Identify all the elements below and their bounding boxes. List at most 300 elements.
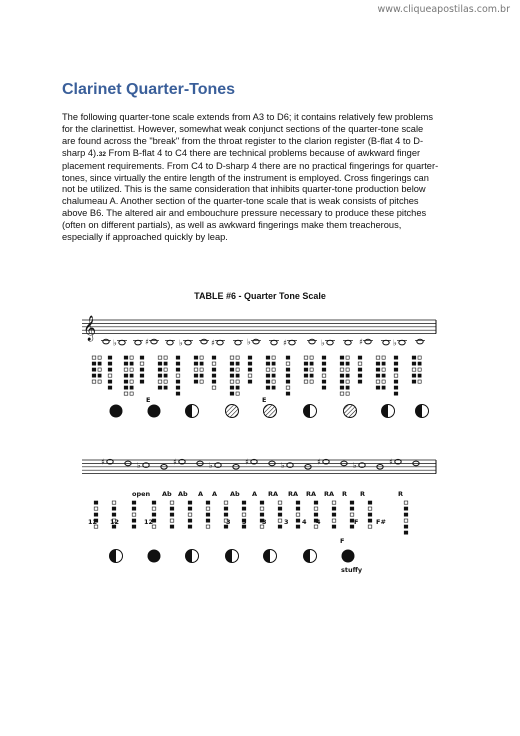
thumb-hole-half-fill	[186, 550, 193, 563]
notehead	[383, 340, 389, 345]
key-dot	[170, 525, 174, 528]
key-dot	[230, 374, 234, 377]
key-dot	[322, 362, 326, 365]
key-dot	[314, 507, 318, 510]
key-dot	[314, 501, 318, 504]
key-dot	[152, 513, 156, 516]
accidental-mark: ♭	[393, 338, 397, 348]
key-dot	[98, 380, 101, 383]
key-dot	[394, 380, 398, 383]
key-dot	[158, 386, 162, 389]
key-dot	[194, 368, 198, 371]
key-dot	[272, 374, 275, 377]
key-dot	[140, 380, 144, 383]
key-dot	[376, 356, 380, 359]
key-dot	[206, 525, 210, 528]
key-dot	[272, 380, 275, 383]
key-label: 4	[302, 518, 307, 526]
key-dot	[322, 386, 326, 389]
key-dot	[164, 380, 167, 383]
accidental-mark: ♭	[247, 337, 251, 347]
key-dot	[394, 368, 398, 371]
key-dot	[188, 525, 192, 528]
key-dot	[412, 380, 416, 383]
key-label: RA	[324, 490, 335, 498]
key-dot	[212, 368, 216, 371]
key-dot	[124, 362, 128, 365]
key-dot	[382, 368, 385, 371]
key-dot	[164, 368, 167, 371]
key-dot	[260, 501, 264, 504]
notehead	[135, 340, 141, 345]
key-dot	[98, 368, 101, 371]
key-dot	[394, 356, 398, 359]
key-dot	[236, 392, 239, 395]
quarter-tone-fingering-chart	[80, 308, 440, 588]
accidental-mark: ♯	[173, 457, 177, 467]
key-dot	[266, 380, 270, 383]
notehead	[253, 339, 259, 344]
body-paragraph	[62, 112, 462, 244]
paragraph-line: not be utilized. This is the same consideration that inhibits quarter-tone production below	[62, 184, 426, 195]
key-label: A	[252, 490, 258, 498]
key-dot	[394, 386, 398, 389]
key-dot	[404, 525, 408, 528]
key-dot	[278, 513, 282, 516]
key-dot	[158, 356, 162, 359]
key-dot	[346, 356, 349, 359]
key-label: F	[354, 518, 359, 526]
key-dot	[98, 362, 101, 365]
treble-clef-icon: 𝄞	[83, 316, 97, 341]
accidental-mark: ♯	[317, 457, 321, 467]
key-dot	[230, 356, 234, 359]
key-dot	[266, 362, 270, 365]
key-label: Ab	[178, 490, 188, 498]
key-dot	[296, 519, 300, 522]
key-dot	[358, 362, 362, 365]
key-dot	[242, 513, 246, 516]
key-dot	[304, 368, 308, 371]
key-dot	[418, 380, 421, 383]
key-dot	[212, 386, 216, 389]
key-dot	[350, 513, 354, 516]
key-dot	[236, 368, 239, 371]
key-dot	[188, 519, 192, 522]
key-dot	[130, 368, 133, 371]
key-dot	[92, 374, 96, 377]
key-label: 3	[284, 518, 289, 526]
key-dot	[260, 513, 264, 516]
key-dot	[376, 362, 380, 365]
thumb-hole-closed	[148, 550, 161, 563]
key-dot	[418, 362, 421, 365]
key-label: RA	[306, 490, 317, 498]
key-dot	[278, 507, 282, 510]
key-dot	[322, 374, 326, 377]
thumb-hole-half-fill	[304, 550, 311, 563]
key-dot	[376, 380, 380, 383]
key-dot	[404, 501, 408, 504]
key-dot	[332, 507, 336, 510]
key-dot	[94, 513, 98, 516]
key-dot	[296, 525, 300, 528]
accidental-mark: ♯	[245, 457, 249, 467]
key-dot	[94, 501, 98, 504]
key-dot	[368, 513, 372, 516]
key-dot	[278, 519, 282, 522]
notehead	[345, 340, 351, 345]
key-dot	[368, 519, 372, 522]
key-dot	[418, 374, 421, 377]
notehead	[365, 339, 371, 344]
key-dot	[124, 374, 128, 377]
notehead	[289, 340, 295, 345]
key-label: Ab	[162, 490, 172, 498]
notehead	[327, 340, 333, 345]
key-dot	[310, 362, 313, 365]
thumb-hole-hatched	[226, 405, 239, 418]
key-dot	[340, 380, 344, 383]
notehead	[417, 339, 423, 344]
key-dot	[132, 525, 136, 528]
key-dot	[382, 380, 385, 383]
key-dot	[194, 380, 198, 383]
key-dot	[158, 374, 162, 377]
key-dot	[236, 374, 239, 377]
key-dot	[224, 501, 228, 504]
key-dot	[272, 386, 275, 389]
key-dot	[170, 519, 174, 522]
key-label: A	[212, 490, 218, 498]
key-dot	[152, 507, 156, 510]
accidental-mark: ♯	[145, 337, 149, 347]
key-dot	[404, 513, 408, 516]
key-dot	[314, 513, 318, 516]
key-label: 3	[242, 518, 247, 526]
thumb-hole-hatched	[344, 405, 357, 418]
paragraph-line: sharp 4).	[62, 147, 99, 158]
key-dot	[230, 386, 234, 389]
key-dot	[340, 362, 344, 365]
notehead	[167, 340, 173, 345]
key-dot	[242, 501, 246, 504]
thumb-hole-half-fill	[304, 405, 311, 418]
key-dot	[340, 356, 344, 359]
key-dot	[266, 386, 270, 389]
thumb-hole-closed	[342, 550, 355, 563]
key-dot	[92, 380, 96, 383]
key-dot	[412, 368, 416, 371]
accidental-mark: ♯	[211, 338, 215, 348]
paragraph-line: The following quarter-tone scale extends from A3 to D6; it contains relatively few problems	[62, 112, 434, 122]
key-dot	[194, 374, 198, 377]
key-dot	[382, 374, 385, 377]
key-dot	[382, 356, 385, 359]
key-dot	[310, 368, 313, 371]
key-dot	[194, 356, 198, 359]
key-dot	[304, 356, 308, 359]
key-dot	[164, 374, 167, 377]
thumb-hole-half-fill	[382, 405, 389, 418]
key-label: E	[262, 396, 267, 404]
source-url: www.cliqueapostilas.com.br	[377, 4, 510, 15]
notehead	[217, 340, 223, 345]
key-dot	[124, 368, 128, 371]
key-dot	[368, 501, 372, 504]
key-dot	[132, 513, 136, 516]
key-dot	[322, 380, 326, 383]
accidental-mark: ♭	[179, 338, 183, 348]
key-dot	[404, 507, 408, 510]
table-title: TABLE #6 - Quarter Tone Scale	[194, 291, 326, 301]
key-dot	[236, 356, 239, 359]
key-dot	[176, 374, 180, 377]
key-label: RA	[288, 490, 299, 498]
key-dot	[206, 519, 210, 522]
key-dot	[248, 374, 252, 377]
key-dot	[346, 386, 349, 389]
key-dot	[212, 356, 216, 359]
key-dot	[176, 362, 180, 365]
key-dot	[124, 380, 128, 383]
key-dot	[170, 513, 174, 516]
key-dot	[164, 362, 167, 365]
key-dot	[266, 374, 270, 377]
key-dot	[92, 362, 96, 365]
key-dot	[230, 368, 234, 371]
key-dot	[358, 374, 362, 377]
key-label: R	[342, 490, 348, 498]
key-dot	[200, 374, 203, 377]
key-dot	[130, 362, 133, 365]
key-dot	[224, 507, 228, 510]
key-dot	[272, 356, 275, 359]
key-label: 3	[226, 518, 231, 526]
key-dot	[112, 507, 116, 510]
paragraph-line: From B-flat 4 to C4 there are technical problems because of awkward finger	[105, 147, 421, 158]
key-dot	[206, 501, 210, 504]
thumb-hole-half-fill	[264, 550, 271, 563]
key-dot	[332, 519, 336, 522]
key-dot	[130, 386, 133, 389]
key-dot	[260, 507, 264, 510]
accidental-mark: ♯	[283, 338, 287, 348]
notehead	[201, 339, 207, 344]
key-dot	[394, 374, 398, 377]
accidental-mark: ♯	[359, 337, 363, 347]
key-dot	[188, 507, 192, 510]
paragraph-line: for the clarinettist. However, somewhat weak conjunct sections of the quarter-tone scale	[62, 123, 424, 134]
key-dot	[332, 501, 336, 504]
key-dot	[286, 368, 290, 371]
key-dot	[124, 356, 128, 359]
key-dot	[286, 356, 290, 359]
key-dot	[92, 368, 96, 371]
key-dot	[112, 501, 116, 504]
key-dot	[286, 386, 290, 389]
key-label: F#	[376, 518, 386, 526]
key-dot	[394, 362, 398, 365]
key-dot	[124, 392, 128, 395]
key-dot	[404, 519, 408, 522]
notehead	[271, 340, 277, 345]
key-dot	[140, 374, 144, 377]
key-dot	[272, 362, 275, 365]
accidental-mark: ♭	[281, 461, 285, 471]
key-dot	[170, 507, 174, 510]
key-dot	[368, 525, 372, 528]
key-dot	[212, 380, 216, 383]
accidental-mark: ♯	[389, 457, 393, 467]
key-dot	[98, 374, 101, 377]
key-label: Ab	[230, 490, 240, 498]
key-dot	[412, 356, 416, 359]
key-dot	[296, 513, 300, 516]
key-dot	[394, 392, 398, 395]
key-dot	[176, 386, 180, 389]
key-dot	[350, 507, 354, 510]
key-dot	[130, 392, 133, 395]
key-dot	[340, 374, 344, 377]
paragraph-line: placement requirements. From C4 to D-sharp 4 there are no practical fingerings for quarter-	[62, 160, 439, 171]
key-dot	[200, 356, 203, 359]
key-dot	[418, 368, 421, 371]
thumb-hole-hatched	[264, 405, 277, 418]
fingering-row-2	[94, 501, 408, 563]
key-dot	[224, 513, 228, 516]
key-dot	[358, 356, 362, 359]
key-dot	[340, 392, 344, 395]
key-dot	[242, 507, 246, 510]
key-label: F	[340, 537, 345, 545]
key-dot	[212, 374, 216, 377]
key-dot	[382, 386, 385, 389]
key-dot	[200, 362, 203, 365]
key-label: 4	[316, 518, 321, 526]
key-dot	[130, 374, 133, 377]
key-dot	[412, 362, 416, 365]
key-label: A	[198, 490, 204, 498]
key-dot	[278, 501, 282, 504]
key-dot	[412, 374, 416, 377]
key-dot	[108, 362, 112, 365]
key-dot	[212, 362, 216, 365]
key-dot	[322, 356, 326, 359]
notehead	[185, 340, 191, 345]
key-dot	[170, 501, 174, 504]
paragraph-line: above B6. The altered air and embouchure pressure necessary to produce these pitches	[62, 208, 427, 219]
thumb-hole-closed	[148, 405, 161, 418]
key-dot	[200, 380, 203, 383]
key-dot	[164, 386, 167, 389]
fingering-row-1	[92, 356, 428, 418]
accidental-mark: ♭	[113, 338, 117, 348]
key-dot	[188, 513, 192, 516]
key-dot	[164, 356, 167, 359]
key-dot	[92, 356, 96, 359]
paragraph-line: chalumeau A. Another section of the quarter-tone scale that is weak consists of pitches	[62, 196, 419, 207]
key-dot	[130, 356, 133, 359]
notehead	[119, 340, 125, 345]
key-dot	[108, 368, 112, 371]
key-dot	[332, 513, 336, 516]
key-dot	[376, 368, 380, 371]
accidental-mark: ♭	[321, 338, 325, 348]
key-dot	[152, 501, 156, 504]
key-dot	[132, 519, 136, 522]
key-dot	[346, 380, 349, 383]
accidental-mark: ♭	[137, 461, 141, 471]
key-dot	[404, 531, 408, 534]
key-dot	[248, 380, 252, 383]
key-dot	[158, 380, 162, 383]
key-label: E	[146, 396, 151, 404]
key-dot	[236, 380, 239, 383]
key-dot	[108, 356, 112, 359]
notehead	[151, 339, 157, 344]
key-label: R	[398, 490, 404, 498]
key-label: 12	[88, 518, 98, 526]
key-dot	[140, 362, 144, 365]
key-dot	[346, 392, 349, 395]
notehead	[309, 339, 315, 344]
accidental-mark: ♭	[209, 461, 213, 471]
key-dot	[368, 507, 372, 510]
key-dot	[346, 374, 349, 377]
key-label: 12	[110, 518, 120, 526]
key-label: open	[132, 490, 151, 498]
key-dot	[98, 356, 101, 359]
key-dot	[382, 362, 385, 365]
key-dot	[176, 356, 180, 359]
key-dot	[346, 368, 349, 371]
key-dot	[310, 356, 313, 359]
key-dot	[296, 507, 300, 510]
key-dot	[350, 501, 354, 504]
key-dot	[418, 356, 421, 359]
key-dot	[286, 374, 290, 377]
key-dot	[108, 380, 112, 383]
key-dot	[94, 507, 98, 510]
notehead	[399, 340, 405, 345]
key-dot	[248, 362, 252, 365]
notehead	[235, 340, 241, 345]
key-dot	[272, 368, 275, 371]
key-dot	[358, 368, 362, 371]
staff-row-1	[82, 315, 436, 348]
key-dot	[286, 380, 290, 383]
key-dot	[132, 507, 136, 510]
key-dot	[108, 374, 112, 377]
key-dot	[158, 368, 162, 371]
key-dot	[230, 362, 234, 365]
paragraph-line: are found across the "break" from the throat register to the clarion register (B-flat 4 to D-	[62, 135, 424, 146]
thumb-hole-half-fill	[110, 550, 117, 563]
thumb-hole-half-fill	[416, 405, 423, 418]
key-dot	[310, 380, 313, 383]
key-label: R	[360, 490, 366, 498]
key-dot	[230, 380, 234, 383]
key-dot	[140, 368, 144, 371]
key-dot	[236, 386, 239, 389]
key-dot	[376, 374, 380, 377]
key-label: 3	[262, 518, 267, 526]
key-dot	[132, 501, 136, 504]
thumb-hole-half-fill	[186, 405, 193, 418]
key-label: RA	[268, 490, 279, 498]
paragraph-line: especially if approached quickly by leap.	[62, 232, 228, 243]
